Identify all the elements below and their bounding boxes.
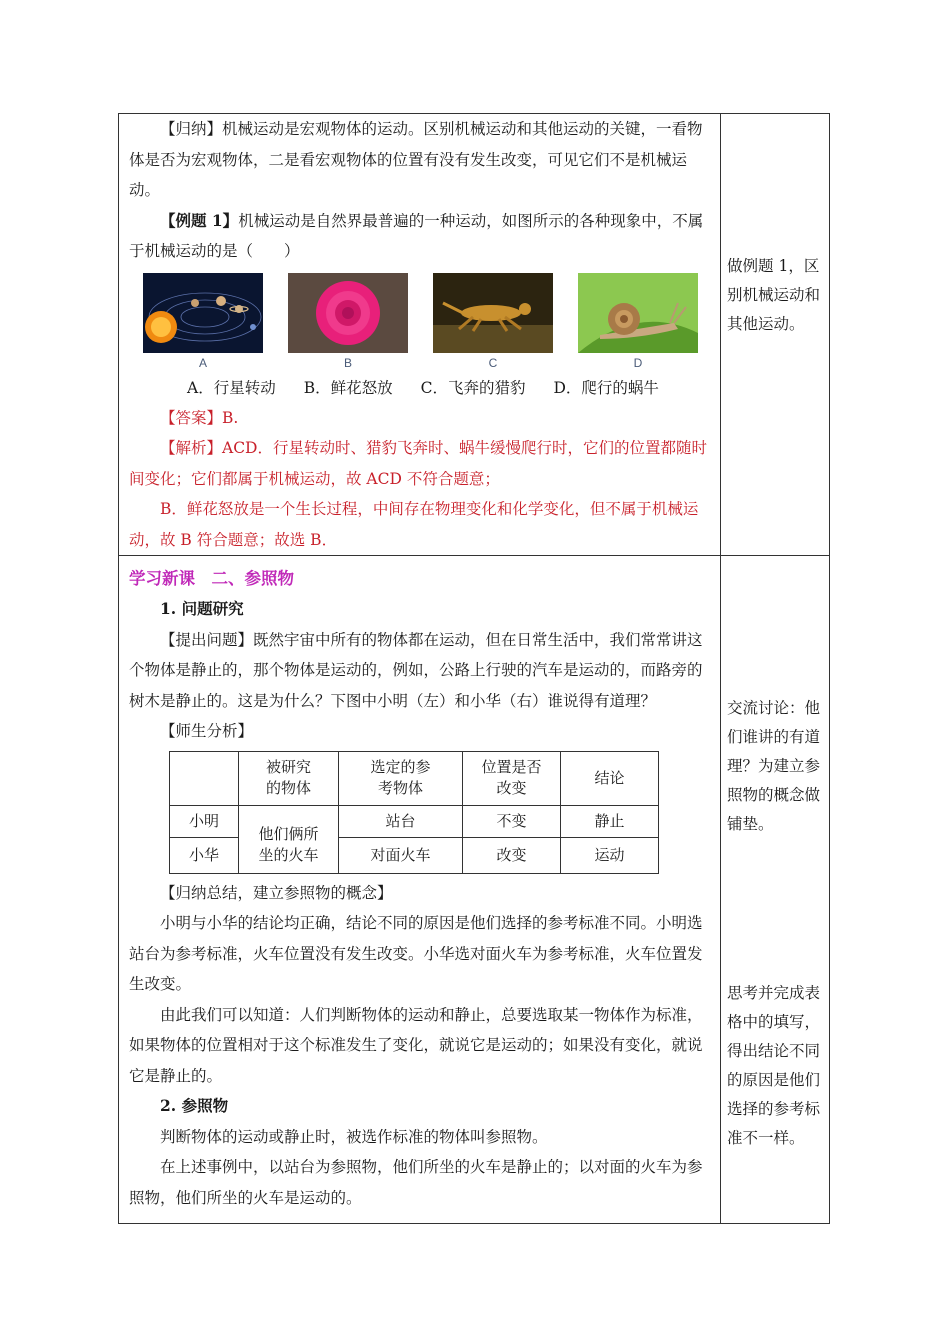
analysis-table [169,751,659,874]
side-note-discussion: 交流讨论：他们谁讲的有道理？为建立参照物的概念做铺垫。 [727,699,821,833]
side-cell-example [721,114,830,556]
main-cell-reference [119,556,721,1224]
summary-paragraph-2: 由此我们可以知道：人们判断物体的运动和静止，总要选取某一物体作为标准，如果物体的位置相对于这个标准发生了变化，就说它是运动的；如果没有变化，就说它是静止的。 [129,1005,703,1085]
analysis-text-1: 【解析】ACD．行星转动时、猎豹飞奔时、蜗牛缓慢爬行时，它们的位置都随时间变化；它们都属于机械运动，故 ACD 不符合题意； [129,439,707,488]
table-header-cell: 结论 [561,751,659,805]
subheading-problem: 1. 问题研究 [160,599,244,618]
row-reference [119,556,830,1224]
summary-paragraph: 【归纳】机械运动是宏观物体的运动。区别机械运动和其他运动的关键，一看物体是否为宏观物体，二是看宏观物体的位置有没有发生改变，可见它们不是机械运动。 [129,120,703,199]
option-a: A．行星转动 [187,378,276,397]
answer-options [129,373,710,403]
side-note-thinking: 思考并完成表格中的填写，得出结论不同的原因是他们选择的参考标准不一样。 [727,984,821,1147]
table-header-cell [170,751,239,805]
table-row: 小明 他们俩所坐的火车 站台 不变 静止 [170,805,659,837]
option-b: B．鲜花怒放 [303,378,393,397]
lesson-plan-table [118,113,830,1224]
analysis-text-2: B．鲜花怒放是一个生长过程，中间存在物理变化和化学变化，但不属于机械运动，故 B 符合题意；故选 B． [129,500,699,549]
rose-image [288,273,408,353]
section-title: 学习新课 二、参照物 [129,569,294,588]
example-images [129,273,710,373]
example-paragraph-2: 在上述事例中，以站台为参照物，他们所坐的火车是静止的；以对面的火车为参照物，他们所坐的火车是运动的。 [129,1158,703,1207]
question-paragraph: 【提出问题】既然宇宙中所有的物体都在运动，但在日常生活中，我们常常讲这个物体是静止的，那个物体是运动的，例如，公路上行驶的汽车是运动的，而路旁的树木是静止的。这是为什么？下图中小明（左）和小华（右）谁说得有道理？ [129,630,703,710]
shared-object-cell: 他们俩所坐的火车 [239,805,339,873]
image-c: C [433,273,553,373]
image-d: D [578,273,698,373]
cheetah-image [433,273,553,353]
analysis-label: 【师生分析】 [160,722,254,740]
option-d: D．爬行的蜗牛 [553,378,659,397]
main-cell-example [119,114,721,556]
image-b: B [288,273,408,373]
table-header-cell: 位置是否改变 [463,751,561,805]
solar-system-image [143,273,263,353]
summary-paragraph-1: 小明与小华的结论均正确，结论不同的原因是他们选择的参考标准不同。小明选站台为参考标准，火车位置没有发生改变。小华选对面火车为参考标准，火车位置发生改变。 [129,914,703,993]
side-note-example: 做例题 1，区别机械运动和其他运动。 [727,257,821,333]
image-a: A [143,273,263,373]
definition-paragraph: 判断物体的运动或静止时，被选作标准的物体叫参照物。 [160,1127,548,1146]
table-header-cell: 被研究的物体 [239,751,339,805]
table-row: 小华 对面火车 改变 运动 [170,837,659,873]
subheading-reference: 2. 参照物 [160,1096,229,1115]
table-header-cell: 选定的参考物体 [339,751,463,805]
row-example [119,114,830,556]
table-header-row [170,751,659,805]
example-paragraph: 【例题 1】机械运动是自然界最普遍的一种运动，如图所示的各种现象中，不属于机械运动的是（ ） [129,210,704,260]
snail-image [578,273,698,353]
answer-text: 【答案】B. [160,408,239,427]
option-c: C．飞奔的猎豹 [420,378,526,397]
summary-label: 【归纳总结，建立参照物的概念】 [160,883,393,902]
side-cell-reference [721,556,830,1224]
